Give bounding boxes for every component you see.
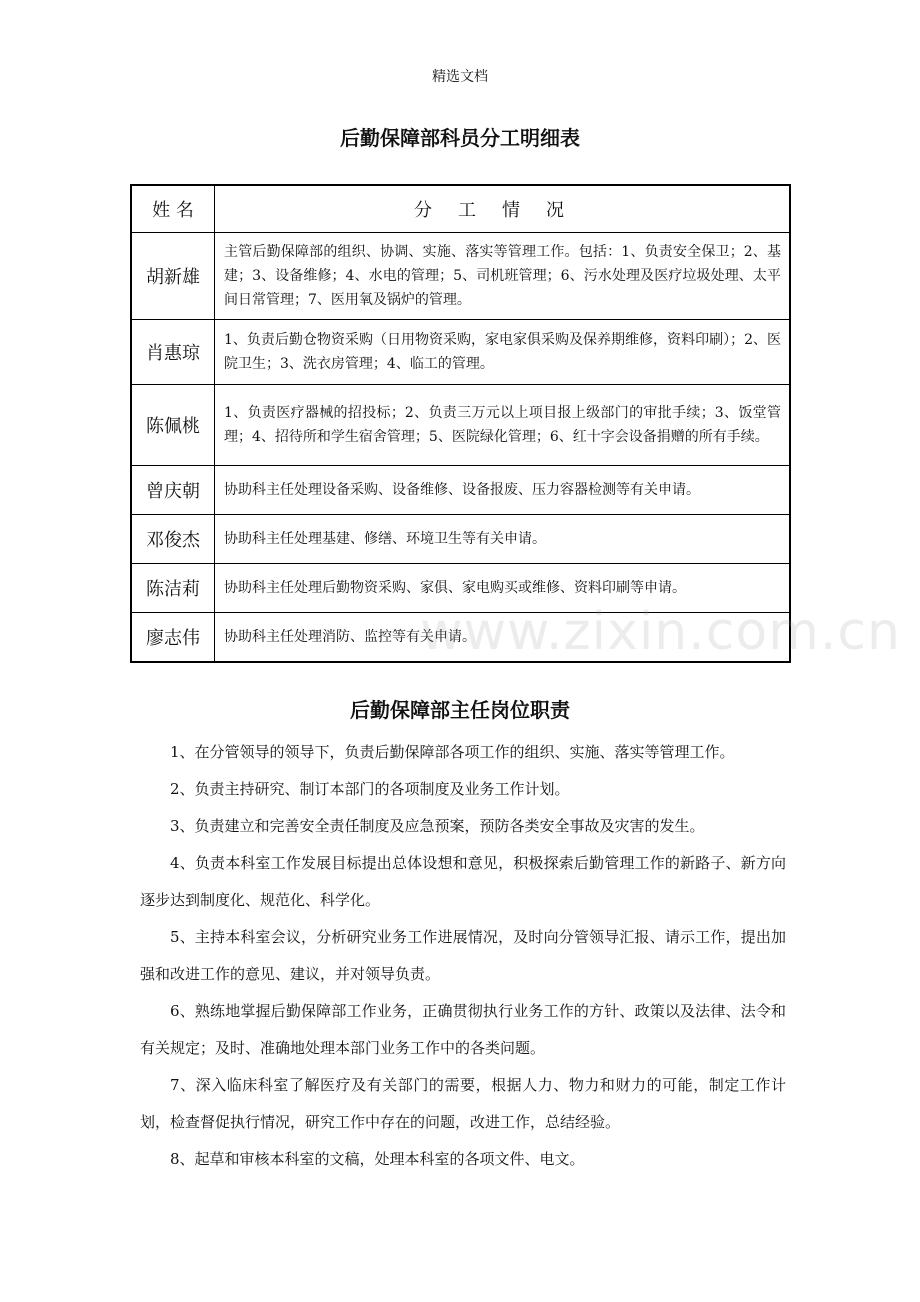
duties-list [140, 734, 786, 1178]
table-row [131, 385, 790, 466]
header-note: 精选文档 [432, 69, 488, 85]
staff-duty: 1、负责医疗器械的招投标；2、负责三万元以上项目报上级部门的审批手续；3、饭堂管理；4、招待所和学生宿舍管理；5、医院绿化管理；6、红十字会设备捐赠的所有手续。 [215, 385, 791, 466]
staff-name: 邓俊杰 [131, 515, 215, 564]
watermark: www.zixin.com.cn [420, 602, 901, 662]
staff-duty: 协助科主任处理后勤物资采购、家俱、家电购买或维修、资料印刷等申请。 [215, 564, 791, 613]
duties-title: 后勤保障部主任岗位职责 [350, 698, 570, 722]
staff-name: 陈佩桃 [131, 385, 215, 466]
staff-name: 廖志伟 [131, 613, 215, 663]
table-row [131, 320, 790, 385]
staff-name: 曾庆朝 [131, 466, 215, 515]
duty-item: 2、负责主持研究、制订本部门的各项制度及业务工作计划。 [170, 780, 570, 798]
duty-item: 7、深入临床科室了解医疗及有关部门的需要，根据人力、物力和财力的可能，制定工作计划，检查督促执行情况，研究工作中存在的问题，改进工作，总结经验。 [140, 1076, 786, 1131]
staff-duty: 主管后勤保障部的组织、协调、实施、落实等管理工作。包括：1、负责安全保卫；2、基建；3、设备维修；4、水电的管理；5、司机班管理；6、污水处理及医疗垃圾处理、太平间日常管理；7、医用氧及锅炉的管理。 [215, 233, 791, 320]
staff-duty-table [130, 184, 791, 663]
duty-item: 4、负责本科室工作发展目标提出总体设想和意见，积极探索后勤管理工作的新路子、新方向逐步达到制度化、规范化、科学化。 [140, 854, 786, 909]
duty-item: 3、负责建立和完善安全责任制度及应急预案，预防各类安全事故及灾害的发生。 [170, 817, 705, 835]
staff-name: 肖惠琼 [131, 320, 215, 385]
duty-item: 5、主持本科室会议，分析研究业务工作进展情况，及时向分管领导汇报、请示工作，提出加强和改进工作的意见、建议，并对领导负责。 [140, 928, 786, 983]
table-title: 后勤保障部科员分工明细表 [340, 126, 580, 150]
table-row [131, 466, 790, 515]
header-duty: 分工情况 [215, 185, 791, 233]
staff-duty: 1、负责后勤仓物资采购（日用物资采购，家电家俱采购及保养期维修，资料印刷）；2、医院卫生；3、洗衣房管理；4、临工的管理。 [215, 320, 791, 385]
duty-item: 6、熟练地掌握后勤保障部工作业务，正确贯彻执行业务工作的方针、政策以及法律、法令和有关规定；及时、准确地处理本部门业务工作中的各类问题。 [140, 1002, 786, 1057]
duty-item: 8、起草和审核本科室的文稿，处理本科室的各项文件、电文。 [170, 1150, 585, 1168]
table-header-row [131, 185, 790, 233]
table-row [131, 515, 790, 564]
staff-duty: 协助科主任处理设备采购、设备维修、设备报废、压力容器检测等有关申请。 [215, 466, 791, 515]
staff-name: 陈洁莉 [131, 564, 215, 613]
duty-item: 1、在分管领导的领导下，负责后勤保障部各项工作的组织、实施、落实等管理工作。 [170, 743, 735, 761]
staff-duty: 协助科主任处理基建、修缮、环境卫生等有关申请。 [215, 515, 791, 564]
staff-duty: 协助科主任处理消防、监控等有关申请。 [215, 613, 791, 663]
header-name: 姓 名 [131, 185, 215, 233]
table-row [131, 233, 790, 320]
staff-name: 胡新雄 [131, 233, 215, 320]
